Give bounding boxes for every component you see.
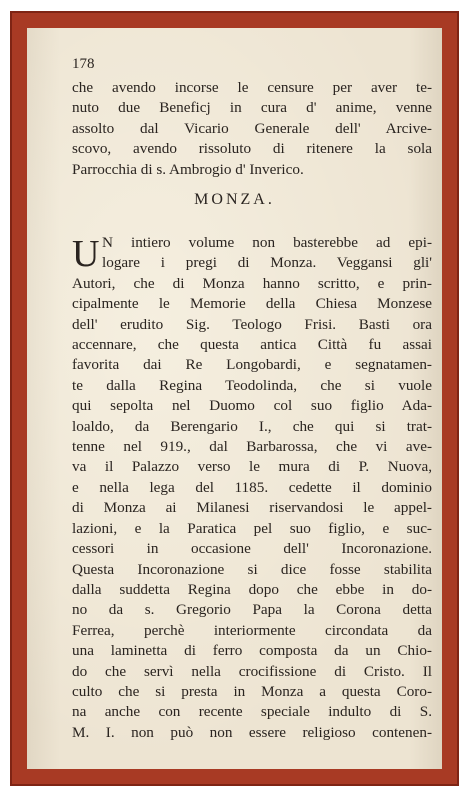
body-line: va il Palazzo verso le mura di P. Nuova, <box>72 458 432 476</box>
body-line: favorita dai Re Longobardi, e segnatamen- <box>72 356 432 374</box>
body-line: Questa Incoronazione si dice fosse stabilita <box>72 560 432 578</box>
top-line: assolto dal Vicario Generale dell' Arcive- <box>72 119 432 137</box>
body-line: culto che si presta in Monza a questa Coro- <box>72 682 432 700</box>
body-line: no da s. Gregorio Papa la Corona detta <box>72 601 432 619</box>
body-line: e nella lega del 1185. cedette il dominio <box>72 478 432 496</box>
body-line: loaldo, da Berengario I., che qui si trat- <box>72 417 432 435</box>
body-line: una laminetta di ferro composta da un Chio- <box>72 642 432 660</box>
body-line: do che servì nella crocifissione di Cristo. Il <box>72 662 432 680</box>
drop-cap: U <box>72 233 100 275</box>
top-line: Parrocchia di s. Ambrogio d' Inverico. <box>72 160 304 178</box>
body-line: dell' erudito Sig. Teologo Frisi. Basti ora <box>72 315 432 333</box>
body-line: accennare, che questa antica Città fu assai <box>72 336 432 354</box>
body-line: tenne nel 919., dal Barbarossa, che vi ave- <box>72 438 432 456</box>
body-line: cessori in occasione dell' Incoronazione. <box>72 540 432 558</box>
book-page <box>27 28 442 769</box>
body-line: lazioni, e la Paratica pel suo figlio, e suc- <box>72 519 432 537</box>
body-line: M. I. non può non essere religioso contenen- <box>72 723 432 741</box>
body-line: N intiero volume non basterebbe ad epi- <box>102 234 432 251</box>
top-paragraph <box>72 78 432 180</box>
page-frame <box>10 11 459 786</box>
body-line: qui sepolta nel Duomo col suo figlio Ada- <box>72 397 432 415</box>
body-line: dalla suddetta Regina dopo che ebbe in do- <box>72 580 432 598</box>
section-heading: MONZA. <box>194 191 275 208</box>
top-line: che avendo incorse le censure per aver te- <box>72 79 432 96</box>
body-line: di Monza ai Milanesi riservandosi le appel- <box>72 499 432 517</box>
body-line: na anche con recente speciale indulto di S. <box>72 703 432 721</box>
body-line: Ferrea, perchè interiormente circondata da <box>72 621 432 639</box>
body-line: logare i pregi di Monza. Veggansi gli' <box>102 254 432 272</box>
body-paragraph <box>72 233 432 743</box>
body-line: Autori, che di Monza hanno scritto, e prin- <box>72 274 432 292</box>
top-line: scovo, avendo rissoluto di ritenere la sola <box>72 140 432 158</box>
body-line: cipalmente le Memorie della Chiesa Monzese <box>72 295 432 313</box>
top-line: nuto due Beneficj in cura d' anime, venne <box>72 99 432 117</box>
page-number: 178 <box>72 56 95 72</box>
body-line: te dalla Regina Teodolinda, che si vuole <box>72 376 432 394</box>
